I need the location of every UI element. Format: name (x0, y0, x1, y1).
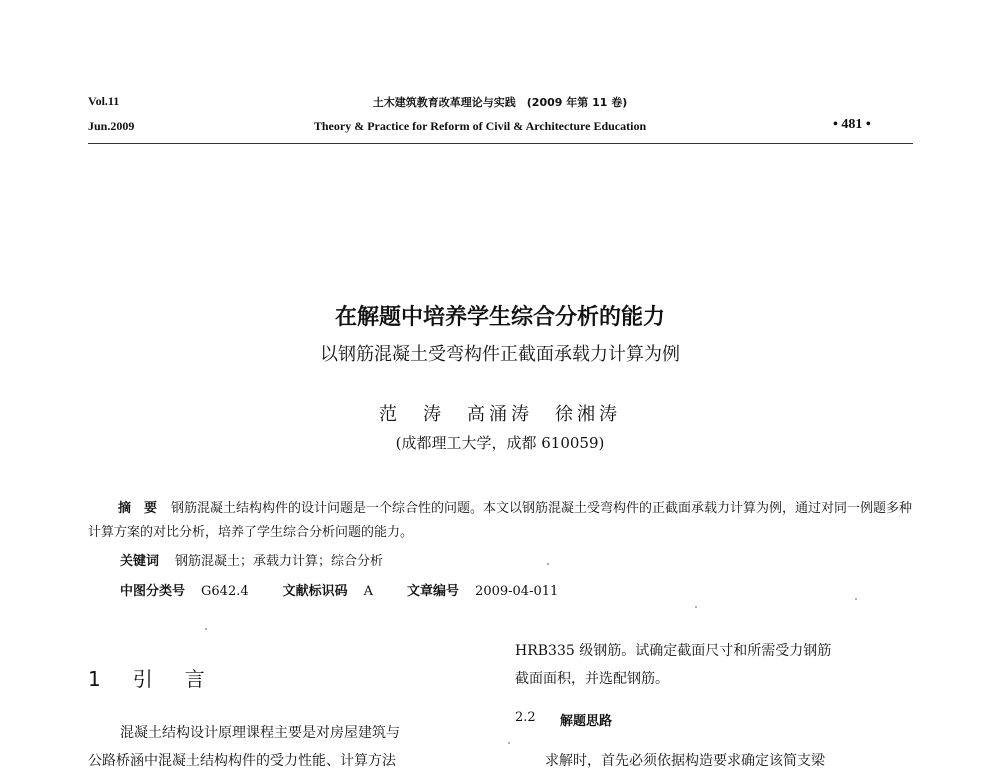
scan-speck (508, 742, 510, 744)
article-number-label: 文章编号 (407, 584, 460, 599)
abstract-label: 摘 要 (118, 501, 158, 516)
header-rule (88, 143, 913, 144)
right-column-line-1: HRB335 级钢筋。试确定截面尺寸和所需受力钢筋 (515, 643, 832, 659)
doc-code-value: A (363, 584, 374, 599)
article-authors: 范 涛 高涌涛 徐湘涛 (379, 404, 621, 425)
doc-code-label: 文献标识码 (282, 584, 348, 599)
abstract-text: 钢筋混凝土结构构件的设计问题是一个综合性的问题。本文以钢筋混凝土受弯构件的正截面承载力计算为例，通过对同一例题多种计算方案的对比分析，培养了学生综合分析问题的能力。 (88, 501, 913, 540)
header-journal-cn: 土木建筑教育改革理论与实践 (2009 年第 11 卷) (372, 96, 628, 109)
keywords-label: 关键词 (120, 554, 160, 569)
clc-label: 中图分类号 (120, 584, 186, 599)
header-journal-en: Theory & Practice for Reform of Civil & Architecture Education (313, 119, 647, 133)
subsection-2-2-title: 解题思路 (560, 714, 613, 729)
scan-speck (695, 606, 697, 608)
section-1-heading: 1 引 言 (88, 667, 211, 691)
header-date: Jun.2009 (88, 119, 135, 133)
scan-speck (205, 628, 207, 630)
left-column-line-1: 混凝土结构设计原理课程主要是对房屋建筑与 (120, 725, 400, 741)
right-column-line-3: 求解时，首先必须依据构造要求确定该简支梁 (545, 753, 825, 769)
left-column-line-2: 公路桥涵中混凝土结构构件的受力性能、计算方法 (88, 753, 396, 769)
scan-speck (547, 563, 549, 565)
article-title: 在解题中培养学生综合分析的能力 (334, 305, 665, 330)
classification-line (120, 580, 558, 599)
article-subtitle: 以钢筋混凝土受弯构件正截面承载力计算为例 (320, 344, 680, 365)
abstract (88, 497, 914, 545)
header-page-number: • 481 • (833, 117, 871, 132)
right-column-line-2: 截面面积，并选配钢筋。 (515, 671, 669, 687)
article-number-value: 2009-04-011 (475, 584, 559, 599)
keywords-text: 钢筋混凝土；承载力计算；综合分析 (175, 554, 384, 569)
header-volume: Vol.11 (88, 94, 120, 108)
scan-speck (855, 598, 857, 600)
clc-value: G642.4 (201, 584, 249, 599)
keywords (120, 550, 383, 569)
article-affiliation: (成都理工大学，成都 610059) (395, 434, 605, 452)
subsection-2-2-number: 2.2 (515, 710, 536, 725)
